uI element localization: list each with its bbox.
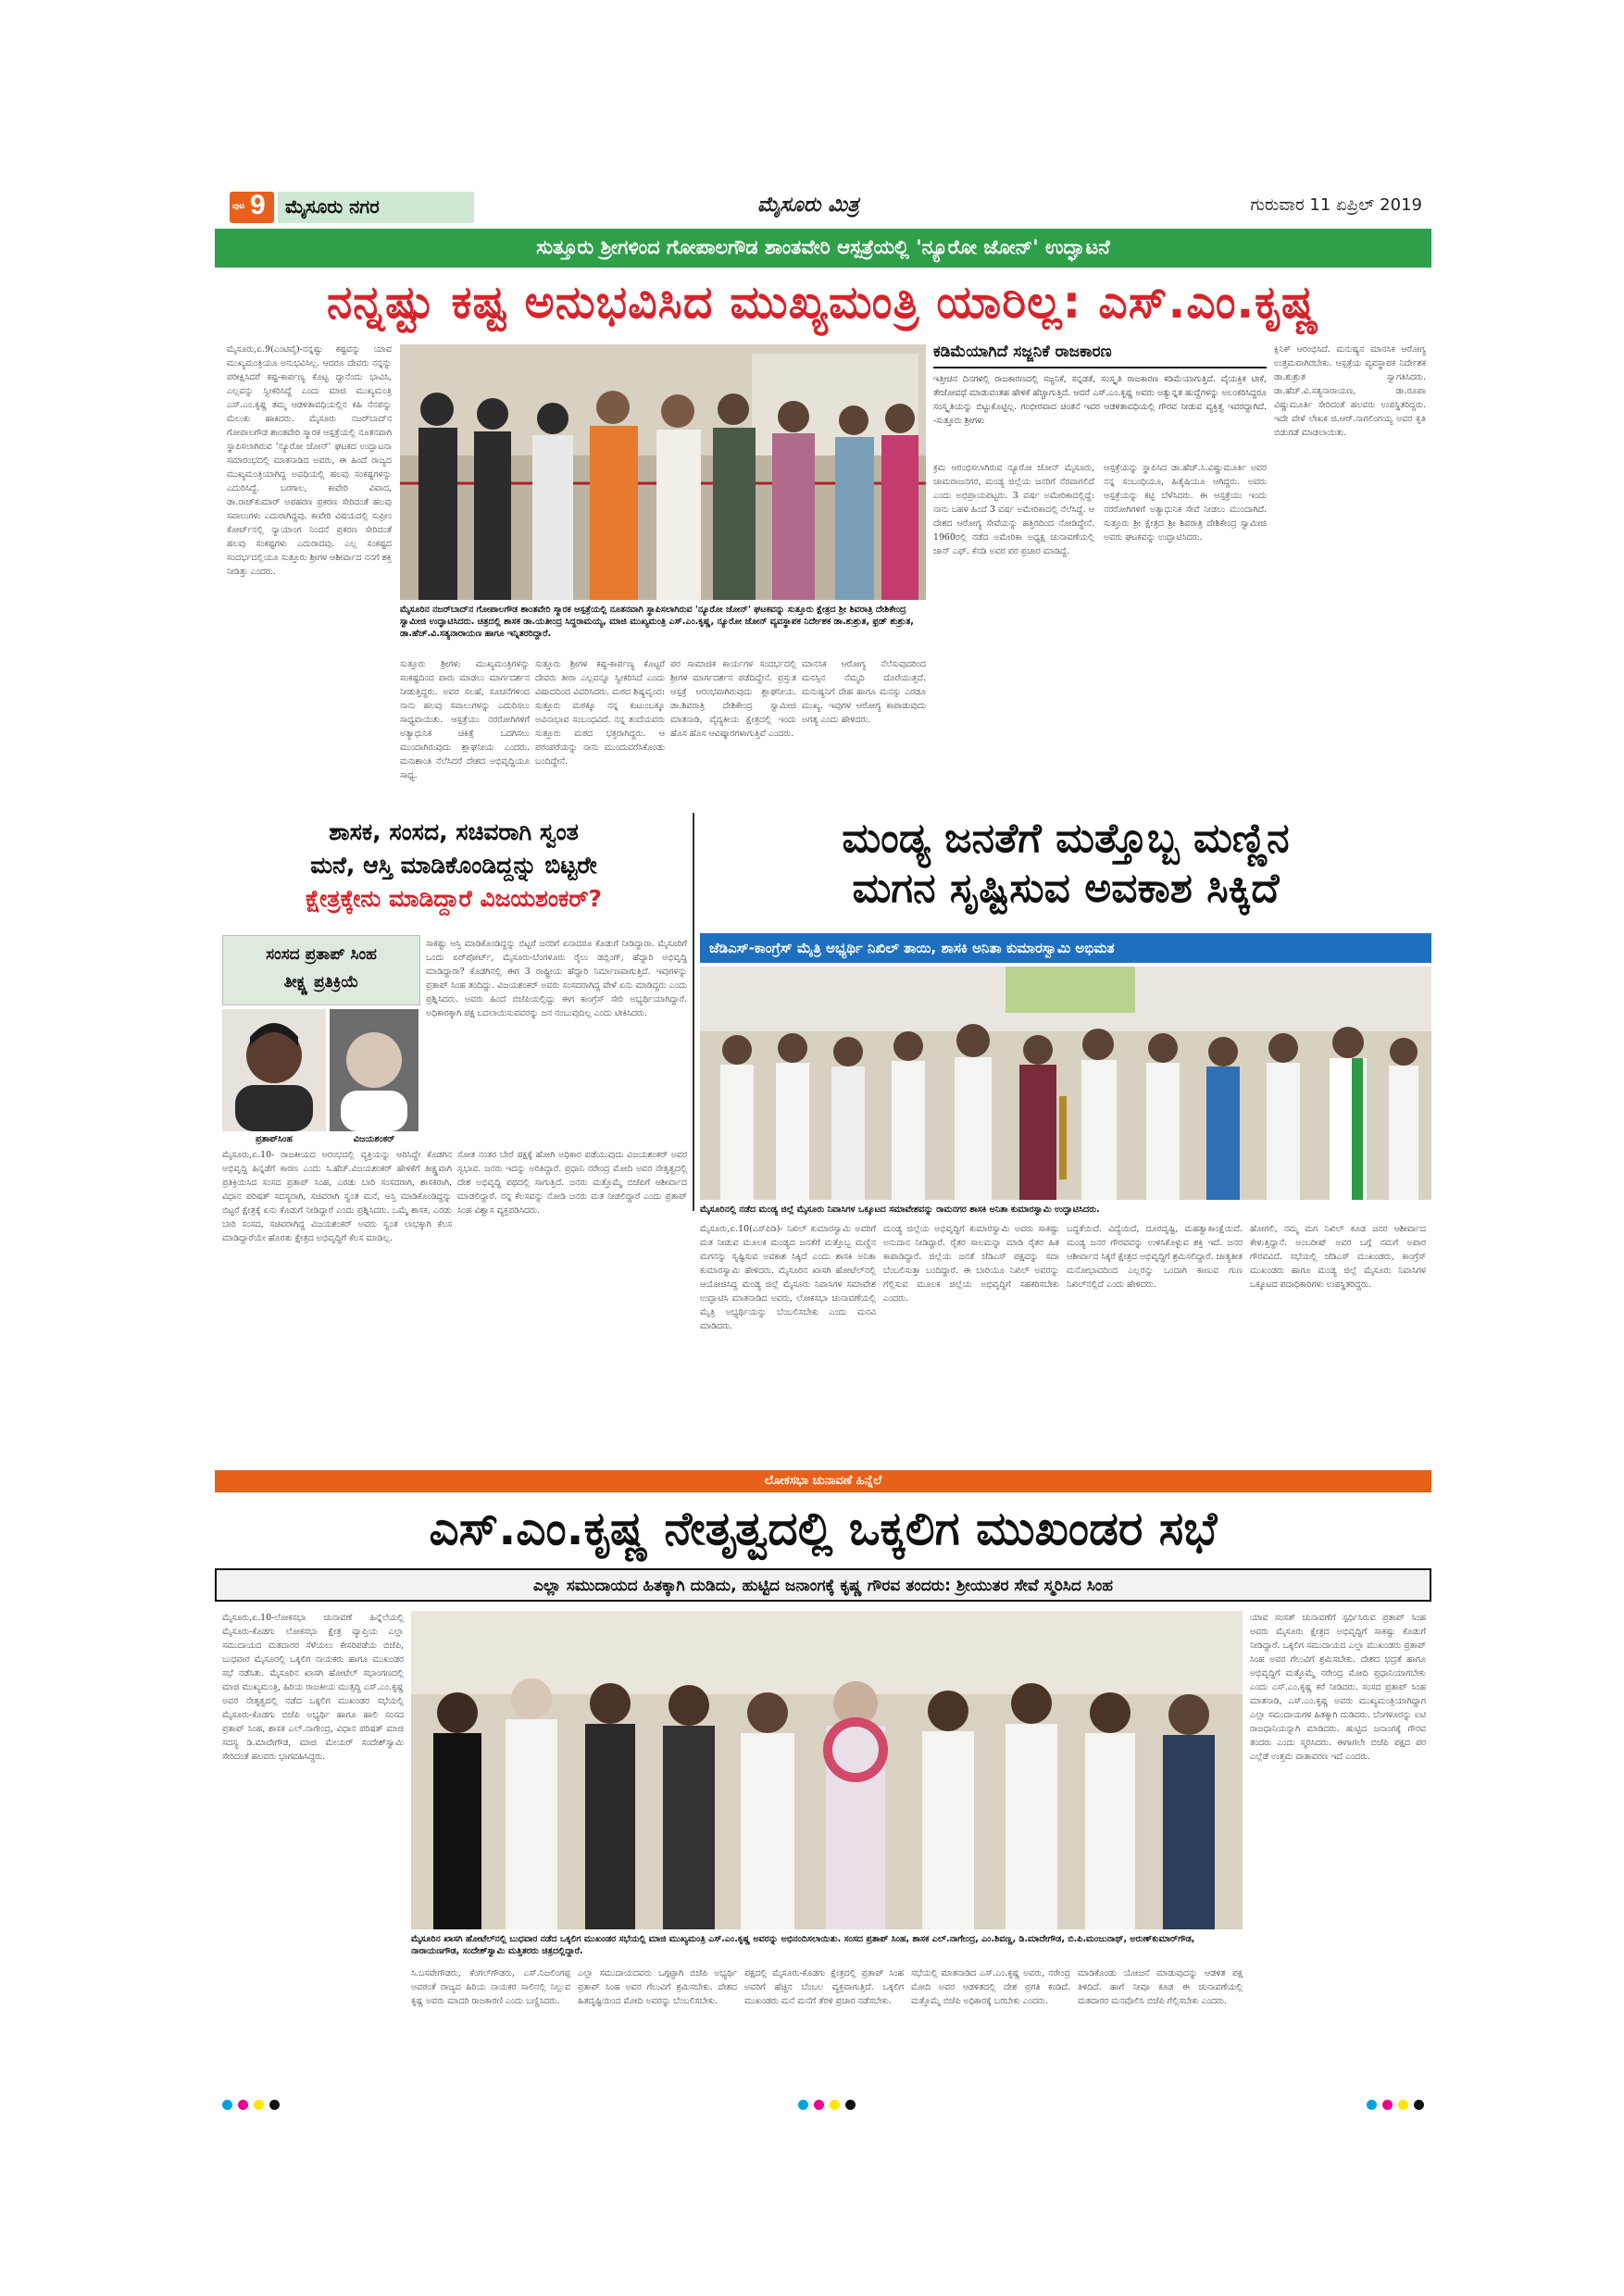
reg-dot-black <box>1414 2100 1424 2110</box>
story1-kicker-bar <box>215 229 1431 268</box>
registration-marks-right <box>1367 2100 1441 2113</box>
pratap-simha-photo <box>222 1009 326 1131</box>
story1-column-2: ಸುತ್ತೂರು ಶ್ರೀಗಳು ಮುಖ್ಯಮಂತ್ರಿಗಳನ್ನು ಸಂಕಷ್ಟದಿಂದ ಪಾರು ಮಾಡಲು ಮಾರ್ಗದರ್ಶನ ನೀಡುತ್ತಿದ್ದರು. ಅವರ ಸಲಹೆ, ಸೂಚನೆಗಳಿಂದ ನಾನು ಹಲವು ಸವಾಲುಗಳನ್ನು ಎದುರಿಸಲು ಸಾಧ್ಯವಾಯಿತು. ಆಸ್ಪತ್ರೆಯು ನರರೋಗಿಗಳಿಗೆ ಅತ್ಯಾಧುನಿಕ ಚಿಕಿತ್ಸೆ ಒದಗಿಸಲು ಮುಂದಾಗಿರುವುದು ಶ್ಲಾಘನೀಯ ಎಂದರು. ಮನಃಶಾಂತಿ ನೆಲೆಸಿದರೆ ದೇಶದ ಅಭಿವೃದ್ಧಿಯೂ ಸಾಧ್ಯ. <box>400 659 530 780</box>
story4-left-column: ಮೈಸೂರು,ಏ.10-ಲೋಕಸಭಾ ಚುನಾವಣೆ ಹಿನ್ನೆಲೆಯಲ್ಲಿ ಮೈಸೂರು-ಕೊಡಗು ಲೋಕಸಭಾ ಕ್ಷೇತ್ರ ವ್ಯಾಪ್ತಿಯ ಎಲ್ಲಾ ಸಮುದಾಯದ ಮತದಾರರ ಸೆಳೆಯಲು ಕೇಸರಿಪಡೆಯ ಬಿಜೆಪಿ, ಬುಧವಾರ ಮೈಸೂರಲ್ಲಿ ಒಕ್ಕಲಿಗ ನಾಯಕರು ಹಾಗೂ ಮುಖಂಡರ ಸಭೆ ನಡೆಸಿತು. ಮೈಸೂರಿನ ಖಾಸಗಿ ಹೋಟೆಲ್ ಸಭಾಂಗಣದಲ್ಲಿ ಮಾಜಿ ಮುಖ್ಯಮಂತ್ರಿ, ಹಿರಿಯ ರಾಜಕೀಯ ಮುತ್ಸದ್ದಿ ಎಸ್.ಎಂ.ಕೃಷ್ಣ ಅವರ ನೇತೃತ್ವದಲ್ಲಿ ನಡೆದ ಒಕ್ಕಲಿಗ ಮುಖಂಡರ ಸಭೆಯಲ್ಲಿ ಮೈಸೂರು-ಕೊಡಗು ಬಿಜೆಪಿ ಅಭ್ಯರ್ಥಿ ಹಾಗೂ ಹಾಲಿ ಸಂಸದ ಪ್ರತಾಪ್ ಸಿಂಹ, ಶಾಸಕ ಎಲ್.ನಾಗೇಂದ್ರ, ವಿಧಾನ ಪರಿಷತ್ ಮಾಜಿ ಸದಸ್ಯ ಡಿ.ಮಾದೇಗೌಡ, ಮಾಜಿ ಮೇಯರ್ ಸಂದೇಶ್‌ಸ್ವಾಮಿ ಸೇರಿದಂತೆ ಹಲವರು ಭಾಗವಹಿಸಿದ್ದರು. <box>222 1613 404 1762</box>
story4-bottom-column-1: ಸಿ.ಬಸವೇಗೌಡರು, ಕೆಂಗಲ್‌ಗೌಡರು, ಎಸ್.ನಿಜಲಿಂಗಪ್ಪ ಅವರಂತೆ ರಾಜ್ಯದ ಹಿರಿಯ ನಾಯಕರ ಸಾಲಿನಲ್ಲಿ ನಿಲ್ಲುವ ಕೃಷ್ಣ ಅವರು ಮಾದರಿ ರಾಜಕಾರಣಿ ಎಂದು ಬಣ್ಣಿಸಿದರು. <box>411 1968 570 2006</box>
story1-caption: ಮೈಸೂರಿನ ನಜರ್‌ಬಾದ್‌ನ ಗೋಪಾಲಗೌಡ ಶಾಂತವೇರಿ ಸ್ಮಾರಕ ಆಸ್ಪತ್ರೆಯಲ್ಲಿ ನೂತನವಾಗಿ ಸ್ಥಾಪಿಸಲಾಗಿರುವ 'ನ್ಯೂರೋ ಜೋನ್' ಘಟಕವನ್ನು ಸುತ್ತೂರು ಕ್ಷೇತ್ರದ ಶ್ರೀ ಶಿವರಾತ್ರಿ ದೇಶಿಕೇಂದ್ರ ಸ್ವಾಮೀಜಿ ಉದ್ಘಾಟಿಸಿದರು. ಚಿತ್ರದಲ್ಲಿ ಶಾಸಕ ಡಾ.ಯತೀಂದ್ರ ಸಿದ್ದರಾಮಯ್ಯ, ಮಾಜಿ ಮುಖ್ಯಮಂತ್ರಿ ಎಸ್.ಎಂ.ಕೃಷ್ಣ, ನ್ಯೂರೋ ಜೋನ್ ವ್ಯವಸ್ಥಾಪಕ ನಿರ್ದೇಶಕ ಡಾ.ಶುಶ್ರುತ, ಫ್ರಡ್ ಶುಶ್ರುತ, ಡಾ.ಹೆಚ್.ವಿ.ಸತ್ಯನಾರಾಯಣ ಹಾಗೂ ಇನ್ನಿತರರಿದ್ದಾರೆ. <box>400 605 914 639</box>
sidebar-column-b: ಆಸ್ಪತ್ರೆಯನ್ನು ಸ್ಥಾಪಿಸಿದ ಡಾ.ಹೆಚ್.ಸಿ.ವಿಷ್ಣುಮೂರ್ತಿ ಅವರ ನನ್ನ ಸಂಬಂಧಿಯೂ, ಹಿತೈಷಿಯೂ ಆಗಿದ್ದರು. ಅವರು ಆಸ್ಪತ್ರೆಯನ್ನು ಕಟ್ಟಿ ಬೆಳೆಸಿದರು. ಈ ಆಸ್ಪತ್ರೆಯು ಇಂದು ನರರೋಗಿಗಳಿಗೆ ಅತ್ಯಾಧುನಿಕ ಸೇವೆ ನೀಡಲು ಮುಂದಾಗಿದೆ. ಸುತ್ತೂರು ಶ್ರೀ ಕ್ಷೇತ್ರದ ಶ್ರೀ ಶಿವರಾತ್ರಿ ದೇಶಿಕೇಂದ್ರ ಸ್ವಾಮೀಜಿ ಅವರು ಘಟಕವನ್ನು ಉದ್ಘಾಟಿಸಿದರು. <box>1104 463 1267 543</box>
reg-dot-yellow <box>1398 2100 1408 2110</box>
story3-column-2: ಮಂಡ್ಯ ಜಿಲ್ಲೆಯ ಅಭಿವೃದ್ಧಿಗೆ ಕುಮಾರಸ್ವಾಮಿ ಅವರು ಸಾಕಷ್ಟು ಅನುದಾನ ನೀಡಿದ್ದಾರೆ. ರೈತರ ಸಾಲಮನ್ನಾ ಮಾಡಿ ರೈತರ ಹಿತ ಕಾಪಾಡಿದ್ದಾರೆ. ಜಿಲ್ಲೆಯ ಜನತೆ ಜೆಡಿಎಸ್ ಪಕ್ಷವನ್ನು ಸದಾ ಬೆಂಬಲಿಸುತ್ತಾ ಬಂದಿದ್ದಾರೆ. ಈ ಬಾರಿಯೂ ನಿಖಿಲ್ ಅವರನ್ನು ಗೆಲ್ಲಿಸುವ ಮೂಲಕ ಜಿಲ್ಲೆಯ ಅಭಿವೃದ್ಧಿಗೆ ಸಹಕರಿಸಬೇಕು ಎಂದರು. <box>883 1224 1059 1304</box>
story2-headline-line-3: ಕ್ಷೇತ್ರಕ್ಕೇನು ಮಾಡಿದ್ದಾರೆ ವಿಜಯಶಂಕರ್? <box>305 885 603 912</box>
story4-bottom-column-4: ಸಭೆಯಲ್ಲಿ ಮಾತನಾಡಿದ ಎಸ್.ಎಂ.ಕೃಷ್ಣ ಅವರು, ನರೇಂದ್ರ ಮೋದಿ ಅವರ ಆಡಳಿತದಲ್ಲಿ ದೇಶ ಪ್ರಗತಿ ಕಂಡಿದೆ. ಮತ್ತೊಮ್ಮೆ ಬಿಜೆಪಿ ಅಧಿಕಾರಕ್ಕೆ ಬರಬೇಕು ಎಂದರು. <box>911 1968 1070 2006</box>
reg-dot-black <box>269 2100 280 2110</box>
page-number-badge <box>230 192 274 223</box>
story1-column-5: ಮಾನಸಿಕ ಆರೋಗ್ಯ ನೆಲೆಸುವುದರಿಂದ ಮನಸ್ಸಿನ ನೆಮ್ಮದಿ ದೊರೆಯುತ್ತದೆ. ಮನುಷ್ಯನಿಗೆ ದೇಹ ಹಾಗೂ ಮನಸ್ಸು ಎರಡೂ ಮುಖ್ಯ. ಇವುಗಳ ಆರೋಗ್ಯ ಕಾಪಾಡುವುದು ಅಗತ್ಯ ಎಂದು ಹೇಳಿದರು. <box>802 659 926 725</box>
story4-photo <box>411 1611 1243 1929</box>
story1-column-4: ಪರ ಸಾಮಾಜಿಕ ಕಾರ್ಯಗಳ ಸಂದರ್ಭದಲ್ಲಿ ಶ್ರೀಗಳ ಮಾರ್ಗದರ್ಶನ ಪಡೆದಿದ್ದೇನೆ. ಪ್ರಸ್ತುತ ಆಸ್ಪತ್ರೆ ಆರಂಭವಾಗಿರುವುದು ಶ್ಲಾಘನೀಯ. ಡಾ.ಶಿವರಾತ್ರಿ ದೇಶಿಕೇಂದ್ರ ಸ್ವಾಮೀಜಿ ಮಾತನಾಡಿ, ವೈದ್ಯಕೀಯ ಕ್ಷೇತ್ರದಲ್ಲಿ ಇಂದು ಹೊಸ ಹೊಸ ಆವಿಷ್ಕಾರಗಳಾಗುತ್ತಿವೆ ಎಂದರು. <box>670 659 796 739</box>
sidebar-column-a: ಕ್ರಮ ಆರಂಭಿಸಲಾಗಿರುವ ನ್ಯೂರೋ ಜೋನ್ ಮೈಸೂರು, ಚಾಮರಾಜನಗರ, ಮಂಡ್ಯ ಜಿಲ್ಲೆಯ ಜನರಿಗೆ ನೆರವಾಗಲಿದೆ ಎಂದು ಅಭಿಪ್ರಾಯಪಟ್ಟರು. 3 ವರ್ಷ ಅಮೇರಿಕಾದಲ್ಲಿದ್ದೆ: ನಾನು ಬಹಳ ಹಿಂದೆ 3 ವರ್ಷ ಅಮೇರಿಕಾದಲ್ಲಿ ನೆಲೆಸಿದ್ದೆ. ಆ ದೇಶದ ಆರೋಗ್ಯ ಸೇವೆಯನ್ನು ಹತ್ತಿರದಿಂದ ನೋಡಿದ್ದೇನೆ. 1960ರಲ್ಲಿ ನಡೆದ ಅಮೇರಿಕಾ ಅಧ್ಯಕ್ಷ ಚುನಾವಣೆಯಲ್ಲಿ ಜಾನ್ ಎಫ್. ಕೆನಡಿ ಅವರ ಪರ ಪ್ರಚಾರ ಮಾಡಿದ್ದೆ. <box>933 463 1094 556</box>
story3-column-3: ಬದ್ಧತೆಯಿದೆ. ವಿದ್ಯೆಯಿದೆ, ದೂರದೃಷ್ಟಿ, ಮಹತ್ವಾಕಾಂಕ್ಷೆಯಿದೆ. ಮಂಡ್ಯ ಜನರ ಗೌರವವನ್ನು ಉಳಿಸಿಕೊಳ್ಳುವ ಶಕ್ತಿ ಇದೆ. ಜನರ ಆಶೀರ್ವಾದ ಸಿಕ್ಕರೆ ಕ್ಷೇತ್ರದ ಅಭಿವೃದ್ಧಿಗೆ ಶ್ರಮಿಸಲಿದ್ದಾರೆ. ಜಾತ್ಯತೀತ ಮನೋಭಾವದಿಂದ ಎಲ್ಲರನ್ನು ಒಂದಾಗಿ ಕಾಣುವ ಗುಣ ನಿಖಿಲ್‌ನಲ್ಲಿದೆ ಎಂದು ಹೇಳಿದರು. <box>1067 1224 1243 1290</box>
story4-tag-bar <box>215 1470 1431 1492</box>
story4-strap-box <box>215 1568 1431 1602</box>
story2-subhead-line-1: ಸಂಸದ ಪ್ರತಾಪ್ ಸಿಂಹ <box>266 945 377 964</box>
story1-photo <box>400 344 926 600</box>
story1-kicker: ಸುತ್ತೂರು ಶ್ರೀಗಳಿಂದ ಗೋಪಾಲಗೌಡ ಶಾಂತವೇರಿ ಆಸ್ಪತ್ರೆಯಲ್ಲಿ 'ನ್ಯೂರೋ ಜೋನ್' ಉದ್ಘಾಟನೆ <box>536 236 1110 258</box>
story4-strap: ಎಲ್ಲಾ ಸಮುದಾಯದ ಹಿತಕ್ಕಾಗಿ ದುಡಿದು, ಹುಟ್ಟಿದ ಜನಾಂಗಕ್ಕೆ ಕೃಷ್ಣ ಗೌರವ ತಂದರು: ಶ್ರೀಯುತರ ಸೇವೆ ಸ್ಮರಿಸಿದ ಸಿಂಹ <box>532 1577 1114 1595</box>
page-number: 9 <box>250 190 266 220</box>
story4-headline: ಎಸ್.ಎಂ.ಕೃಷ್ಣ ನೇತೃತ್ವದಲ್ಲಿ ಒಕ್ಕಲಿಗ ಮುಖಂಡರ ಸಭೆ <box>429 1502 1218 1555</box>
section-name: ಮೈಸೂರು ನಗರ <box>278 192 474 223</box>
reg-dot-yellow <box>254 2100 264 2110</box>
reg-dot-cyan <box>798 2100 808 2110</box>
story2-divider <box>693 813 694 1211</box>
sidebar-intro: ಇತ್ತೀಚಿನ ದಿನಗಳಲ್ಲಿ ರಾಜಕಾರಣದಲ್ಲಿ ಸಜ್ಜನಿಕೆ, ಸನ್ನಡತೆ, ಸಂಸ್ಕೃತಿ ರಾಜಕಾರಣ ಕಡಿಮೆಯಾಗುತ್ತಿದೆ. ವೈಯಕ್ತಿಕ ಟೀಕೆ, ತೇಜೋವಧೆ ಮಾಡುವಂತಹ ಹೇಳಿಕೆ ಹೆಚ್ಚಾಗುತ್ತಿದೆ. ಆದರೆ ಎಸ್.ಎಂ.ಕೃಷ್ಣ ಅವರು ಅತ್ಯುನ್ನತ ಹುದ್ದೆಗಳನ್ನು ಅಲಂಕರಿಸಿದ್ದರೂ ಸಂಸ್ಕೃತಿಯನ್ನು ಬಿಟ್ಟುಕೊಟ್ಟಿಲ್ಲ. ಗಂಭೀರವಾದ ಚಿಂತನೆ ಇವರ ಆಡಳಿತಾವಧಿಯಲ್ಲಿ ಗೌರವ ನೀಡುವ ವ್ಯಕ್ತಿತ್ವ ಇವರದ್ದಾಗಿದೆ. -ಸುತ್ತೂರು ಶ್ರೀಗಳು <box>933 374 1267 426</box>
masthead: ಮೈಸೂರು ಮಿತ್ರ <box>757 193 859 217</box>
pratap-simha-photo-label: ಪ್ರತಾಪ್‌ಸಿಂಹ <box>256 1134 293 1144</box>
story2-subhead-box <box>222 935 420 1005</box>
story3-strap: ಜೆಡಿಎಸ್-ಕಾಂಗ್ರೆಸ್ ಮೈತ್ರಿ ಅಭ್ಯರ್ಥಿ ನಿಖಿಲ್ ತಾಯಿ, ಶಾಸಕಿ ಅನಿತಾ ಕುಮಾರಸ್ವಾಮಿ ಅಭಿಮತ <box>709 940 1115 956</box>
vijayashankar-photo-label: ವಿಜಯಶಂಕರ್ <box>353 1134 395 1144</box>
vijayashankar-photo <box>330 1009 418 1131</box>
story4-right-column: ಯಾವ ಸಂಸತ್ ಚುನಾವಣೆಗೆ ಸ್ಪರ್ಧಿಸಿರುವ ಪ್ರತಾಪ್ ಸಿಂಹ ಅವರು ಮೈಸೂರು ಕ್ಷೇತ್ರದ ಅಭಿವೃದ್ಧಿಗೆ ಸಾಕಷ್ಟು ಕೊಡುಗೆ ನೀಡಿದ್ದಾರೆ. ಒಕ್ಕಲಿಗ ಸಮುದಾಯದ ಎಲ್ಲಾ ಮುಖಂಡರು ಪ್ರತಾಪ್ ಸಿಂಹ ಅವರ ಗೆಲುವಿಗೆ ಶ್ರಮಿಸಬೇಕು. ದೇಶದ ಭದ್ರತೆ ಹಾಗೂ ಅಭಿವೃದ್ಧಿಗೆ ಮತ್ತೊಮ್ಮೆ ನರೇಂದ್ರ ಮೋದಿ ಪ್ರಧಾನಿಯಾಗಬೇಕು ಎಂದು ಎಸ್.ಎಂ.ಕೃಷ್ಣ ಕರೆ ನೀಡಿದರು. ಸಂಸದ ಪ್ರತಾಪ್ ಸಿಂಹ ಮಾತನಾಡಿ, ಎಸ್.ಎಂ.ಕೃಷ್ಣ ಅವರು ಮುಖ್ಯಮಂತ್ರಿಯಾಗಿದ್ದಾಗ ಎಲ್ಲಾ ಸಮುದಾಯಗಳ ಹಿತಕ್ಕಾಗಿ ದುಡಿದರು. ಬೆಂಗಳೂರನ್ನು ಐಟಿ ರಾಜಧಾನಿಯನ್ನಾಗಿ ಮಾಡಿದರು. ಹುಟ್ಟಿದ ಜನಾಂಗಕ್ಕೆ ಗೌರವ ತಂದರು ಎಂದು ಸ್ಮರಿಸಿದರು. ಈಗಾಗಲೇ ಬಿಜೆಪಿ ಪಕ್ಷದ ಪರ ಎಲ್ಲೆಡೆ ಉತ್ತಮ ವಾತಾವರಣ ಇದೆ ಎಂದರು. <box>1250 1613 1426 1762</box>
story3-strap-bar <box>700 933 1431 963</box>
story3-headline-line-2: ಮಗನ ಸೃಷ್ಟಿಸುವ ಅವಕಾಶ ಸಿಕ್ಕಿದೆ <box>852 865 1280 912</box>
page-label: ಪುಟ <box>232 202 245 211</box>
reg-dot-magenta <box>814 2100 824 2110</box>
story2-headline-line-1: ಶಾಸಕ, ಸಂಸದ, ಸಚಿವರಾಗಿ ಸ್ವಂತ <box>329 818 579 845</box>
story3-column-1: ಮೈಸೂರು,ಏ.10(ಎಸ್‌ಪಿಡಿ)- ನಿಖಿಲ್ ಕುಮಾರಸ್ವಾಮಿ ಅವರಿಗೆ ಮತ ನೀಡುವ ಮೂಲಕ ಮಂಡ್ಯದ ಜನತೆಗೆ ಮತ್ತೊಬ್ಬ ಮಣ್ಣಿನ ಮಗನನ್ನು ಸೃಷ್ಟಿಸುವ ಅವಕಾಶ ಸಿಕ್ಕಿದೆ ಎಂದು ಶಾಸಕಿ ಅನಿತಾ ಕುಮಾರಸ್ವಾಮಿ ಹೇಳಿದರು. ಮೈಸೂರಿನ ಖಾಸಗಿ ಹೋಟೆಲ್‌ನಲ್ಲಿ ಆಯೋಜಿಸಿದ್ದ ಮಂಡ್ಯ ಜಿಲ್ಲೆ ಮೈಸೂರು ನಿವಾಸಿಗಳ ಸಮಾವೇಶ ಉದ್ಘಾಟಿಸಿ ಮಾತನಾಡಿದ ಅವರು, ಲೋಕಸಭಾ ಚುನಾವಣೆಯಲ್ಲಿ ಮೈತ್ರಿ ಅಭ್ಯರ್ಥಿಯನ್ನು ಬೆಂಬಲಿಸಬೇಕು ಎಂದು ಮನವಿ ಮಾಡಿದರು. <box>700 1224 876 1331</box>
reg-dot-magenta <box>238 2100 248 2110</box>
issue-date: ಗುರುವಾರ 11 ಏಪ್ರಿಲ್ 2019 <box>1250 195 1422 215</box>
story3-column-4: ಹೋಗಲಿ, ನಮ್ಮ ಮಗ ನಿಖಿಲ್ ಕೂಡ ಜನರ ಆಶೀರ್ವಾದ ಕೇಳುತ್ತಿದ್ದಾನೆ. ಅಂಬರೀಷ್ ಅವರ ಬಗ್ಗೆ ನಮಗೆ ಅಪಾರ ಗೌರವವಿದೆ. ಸಭೆಯಲ್ಲಿ ಜೆಡಿಎಸ್ ಮುಖಂಡರು, ಕಾಂಗ್ರೆಸ್ ಮುಖಂಡರು ಹಾಗೂ ಮಂಡ್ಯ ಜಿಲ್ಲೆ ಮೈಸೂರು ನಿವಾಸಿಗಳ ಒಕ್ಕೂಟದ ಪದಾಧಿಕಾರಿಗಳು ಉಪಸ್ಥಿತರಿದ್ದರು. <box>1250 1224 1426 1290</box>
reg-dot-magenta <box>1382 2100 1393 2110</box>
reg-dot-cyan <box>1367 2100 1377 2110</box>
sidebar-title: ಕಡಿಮೆಯಾಗಿದೆ ಸಜ್ಜನಿಕೆ ರಾಜಕಾರಣ <box>933 343 1267 368</box>
story1-column-3: ಸುತ್ತೂರು ಶ್ರೀಗಳ ಕಷ್ಟ-ಕಾರ್ಪಣ್ಯ ಕೊಟ್ಟರೆ ದೇವರು ತೀರಾ ಎಲ್ಲವನ್ನೂ ಸ್ವೀಕರಿಸಿದೆ ಎಂದು ವಿಷಾದದಿಂದ ವಿವರಿಸಿದರು. ಮಠದ ಶಿಷ್ಯವೃಂದ: ಸುತ್ತೂರು ಮಠಕ್ಕೂ ನನ್ನ ಕುಟುಂಬಕ್ಕೂ ಅವಿನಾಭಾವ ಸಂಬಂಧವಿದೆ. ನನ್ನ ತಂದೆಯವರು ಸುತ್ತೂರು ಮಠದ ಭಕ್ತರಾಗಿದ್ದರು. ಆ ಪರಂಪರೆಯನ್ನು ನಾನು ಮುಂದುವರೆಸಿಕೊಂಡು ಬಂದಿದ್ದೇನೆ. <box>535 659 665 767</box>
story3-caption: ಮೈಸೂರಿನಲ್ಲಿ ನಡೆದ ಮಂಡ್ಯ ಜಿಲ್ಲೆ ಮೈಸೂರು ನಿವಾಸಿಗಳ ಒಕ್ಕೂಟದ ಸಮಾವೇಶವನ್ನು ರಾಮನಗರ ಶಾಸಕಿ ಅನಿತಾ ಕುಮಾರಸ್ವಾಮಿ ಉದ್ಘಾಟಿಸಿದರು. <box>700 1204 1100 1215</box>
registration-marks-left <box>222 2100 296 2113</box>
story2-body-right: ಸೋತ ನಂತರ ಬೇರೆ ಪಕ್ಷಕ್ಕೆ ಹೋಗಿ ಅಧಿಕಾರ ಪಡೆಯುವುದು ವಿಜಯಶಂಕರ್ ಅವರ ಸ್ವಭಾವ. ಜನರು ಇದನ್ನು ಅರಿತಿದ್ದಾರೆ. ಪ್ರಧಾನಿ ನರೇಂದ್ರ ಮೋದಿ ಅವರ ನೇತೃತ್ವದಲ್ಲಿ ದೇಶ ಅಭಿವೃದ್ಧಿ ಪಥದಲ್ಲಿ ಸಾಗುತ್ತಿದೆ. ಜನರು ಮತ್ತೊಮ್ಮೆ ಬಿಜೆಪಿಗೆ ಆಶೀರ್ವಾದ ಮಾಡಲಿದ್ದಾರೆ. ನನ್ನ ಕೆಲಸವನ್ನು ನೋಡಿ ಜನರು ಮತ ನೀಡಲಿದ್ದಾರೆ ಎಂದು ಪ್ರತಾಪ್ ಸಿಂಹ ವಿಶ್ವಾಸ ವ್ಯಕ್ತಪಡಿಸಿದರು. <box>457 1150 687 1216</box>
story2-body-left: ಮೈಸೂರು,ಏ.10- ರಾಜಕೀಯದ ಆರಂಭದಲ್ಲಿ ವ್ಯಕ್ತಿಯನ್ನು ಆರಿಸಿದ್ದೇ ಕೊಡಗಿನ ಅಭಿವೃದ್ಧಿ ಹಿನ್ನಡೆಗೆ ಕಾರಣ ಎಂದು ಸಿ.ಹೆಚ್.ವಿಜಯಶಂಕರ್ ಹೇಳಿಕೆಗೆ ತೀಕ್ಷ್ಣವಾಗಿ ಪ್ರತಿಕ್ರಿಯಿಸಿದ ಸಂಸದ ಪ್ರತಾಪ್ ಸಿಂಹ, ಎರಡು ಬಾರಿ ಸಂಸದರಾಗಿ, ಶಾಸಕರಾಗಿ, ವಿಧಾನ ಪರಿಷತ್ ಸದಸ್ಯರಾಗಿ, ಸಚಿವರಾಗಿ ಸ್ವಂತ ಮನೆ, ಆಸ್ತಿ ಮಾಡಿಕೊಂಡಿದ್ದನ್ನು ಬಿಟ್ಟರೆ ಕ್ಷೇತ್ರಕ್ಕೆ ಏನು ಕೊಡುಗೆ ನೀಡಿದ್ದಾರೆ ಎಂದು ಪ್ರಶ್ನಿಸಿದರು. ಒಮ್ಮೆ ಶಾಸಕ, ಎರಡು ಬಾರಿ ಸಂಸದ, ಸಚಿವರಾಗಿದ್ದ ವಿಜಯಶಂಕರ್ ಅವರು ಸ್ವಂತ ಲಾಭಕ್ಕಾಗಿ ಕೆಲಸ ಮಾಡಿದ್ದಾರೆಯೇ ಹೊರತು ಕ್ಷೇತ್ರದ ಅಭಿವೃದ್ಧಿಗೆ ಕೆಲಸ ಮಾಡಿಲ್ಲ. <box>222 1150 452 1243</box>
story1-column-1: ಮೈಸೂರು,ಏ.9(ಎಂಟಿವೈ)-ನನ್ನಷ್ಟು ಕಷ್ಟವನ್ನು ಯಾವ ಮುಖ್ಯಮಂತ್ರಿಯೂ ಅನುಭವಿಸಿಲ್ಲ. ಆದರೂ ದೇವರು ನನ್ನನ್ನು ಪರೀಕ್ಷಿಸಿದರೆ ಕಷ್ಟ-ಕಾರ್ಪಣ್ಯ ಕೊಟ್ಟ ದ್ದಾನೆಂದು ಭಾವಿಸಿ, ಎಲ್ಲವನ್ನು ಸ್ವೀಕರಿಸಿದ್ದೆ ಎಂದು ಮಾಜಿ ಮುಖ್ಯಮಂತ್ರಿ ಎಸ್.ಎಂ.ಕೃಷ್ಣ ತಮ್ಮ ಆಡಳಿತಾವಧಿಯಲ್ಲಿನ ಕಹಿ ನೆನಪನ್ನು ಮೆಲುಕು ಹಾಕಿದರು. ಮೈಸೂರು ನಜರ್‌ಬಾದ್‌ನ ಗೋಪಾಲಗೌಡ ಶಾಂತವೇರಿ ಸ್ಮಾರಕ ಆಸ್ಪತ್ರೆಯಲ್ಲಿ ನೂತನವಾಗಿ ಸ್ಥಾಪಿಸಲಾಗಿರುವ 'ನ್ಯೂರೋ ಜೋನ್' ಘಟಕದ ಉದ್ಘಾಟನಾ ಸಮಾರಂಭದಲ್ಲಿ ಮಾತನಾಡಿದ ಅವರು, ಈ ಹಿಂದೆ ರಾಜ್ಯದ ಮುಖ್ಯಮಂತ್ರಿಯಾಗಿದ್ದ ಅವಧಿಯಲ್ಲಿ ಹಲವು ಸಂಕಷ್ಟಗಳನ್ನು ಎದುರಿಸಿದ್ದೆ. ಬರಗಾಲ, ಕಾವೇರಿ ವಿವಾದ, ಡಾ.ರಾಜ್‌ಕುಮಾರ್ ಅಪಹರಣ ಪ್ರಕರಣ ಸೇರಿದಂತೆ ಹಲವು ಸವಾಲುಗಳು ಎದುರಾಗಿದ್ದವು. ಕಾವೇರಿ ವಿಷಯದಲ್ಲಿ ಸುಪ್ರೀಂ ಕೋರ್ಟ್‌ನಲ್ಲಿ ನ್ಯಾಯಾಂಗ ನಿಂದನೆ ಪ್ರಕರಣ ಸೇರಿದಂತೆ ಹಲವು ಸಂಕಷ್ಟಗಳು ಎದುರಾದವು. ಎಲ್ಲ ಸಂಕಷ್ಟದ ಸಂದರ್ಭದಲ್ಲಿಯೂ ಸುತ್ತೂರು ಶ್ರೀಗಳ ಆಶೀರ್ವಾದ ನನಗೆ ಶಕ್ತಿ ನೀಡಿತ್ತು ಎಂದರು. <box>227 344 392 577</box>
story4-tag: ಲೋಕಸಭಾ ಚುನಾವಣೆ ಹಿನ್ನೆಲೆ <box>764 1474 882 1488</box>
story1-headline: ನನ್ನಷ್ಟು ಕಷ್ಟ ಅನುಭವಿಸಿದ ಮುಖ್ಯಮಂತ್ರಿ ಯಾರಿಲ್ಲ: ಎಸ್.ಎಂ.ಕೃಷ್ಣ <box>326 276 1320 329</box>
lamp-lighting-photo <box>700 967 1431 1200</box>
story4-bottom-column-3: ಪಕ್ಷದಲ್ಲಿ ಮೈಸೂರು-ಕೊಡಗು ಕ್ಷೇತ್ರದಲ್ಲಿ ಪ್ರತಾಪ್ ಸಿಂಹ ಅವರಿಗೆ ಹೆಚ್ಚಿನ ಬೆಂಬಲ ವ್ಯಕ್ತವಾಗುತ್ತಿದೆ. ಒಕ್ಕಲಿಗ ಮುಖಂಡರು ಮನೆ ಮನೆಗೆ ತೆರಳಿ ಪ್ರಚಾರ ನಡೆಸಬೇಕು. <box>744 1968 904 2006</box>
story4-caption: ಮೈಸೂರಿನ ಖಾಸಗಿ ಹೋಟೆಲ್‌ನಲ್ಲಿ ಬುಧವಾರ ನಡೆದ ಒಕ್ಕಲಿಗ ಮುಖಂಡರ ಸಭೆಯಲ್ಲಿ ಮಾಜಿ ಮುಖ್ಯಮಂತ್ರಿ ಎಸ್.ಎಂ.ಕೃಷ್ಣ ಅವರನ್ನು ಅಭಿನಂದಿಸಲಾಯಿತು. ಸಂಸದ ಪ್ರತಾಪ್ ಸಿಂಹ, ಶಾಸಕ ಎಲ್.ನಾಗೇಂದ್ರ, ಎಂ.ಶಿವಣ್ಣ, ಡಿ.ಮಾದೇಗೌಡ, ಬಿ.ಪಿ.ಮಂಜುನಾಥ್, ಅರುಣ್‌ಕುಮಾರ್‌ಗೌಡ, ನಾರಾಯಣಗೌಡ, ಸಂದೇಶ್‌ಸ್ವಾಮಿ ಮತ್ತಿತರರು ಚಿತ್ರದಲ್ಲಿದ್ದಾರೆ. <box>411 1934 1195 1956</box>
story2-subhead-line-2: ತೀಕ್ಷ್ಣ ಪ್ರತಿಕ್ರಿಯೆ <box>283 973 359 992</box>
story3-headline-line-1: ಮಂಡ್ಯ ಜನತೆಗೆ ಮತ್ತೊಬ್ಬ ಮಣ್ಣಿನ <box>842 815 1290 862</box>
reg-dot-cyan <box>222 2100 232 2110</box>
story2-body-top: ಸಾಕಷ್ಟು ಆಸ್ತಿ ಮಾಡಿಕೊಂಡಿದ್ದನ್ನು ಬಿಟ್ಟರೆ ಜನರಿಗೆ ಏನಾದರೂ ಕೊಡುಗೆ ನೀಡಿದ್ದಾರಾ. ಮೈಸೂರಿಗೆ ಒಂದು ಏರ್‌ಪೋರ್ಟ್, ಮೈಸೂರು-ಬೆಂಗಳೂರು ರೈಲು ಡಬ್ಲಿಂಗ್, ಹೆದ್ದಾರಿ ಅಭಿವೃದ್ಧಿ ಮಾಡಿದ್ದಾರಾ? ಕೊಡಗಿನಲ್ಲಿ ಈಗ 3 ರಾಷ್ಟ್ರೀಯ ಹೆದ್ದಾರಿ ನಿರ್ಮಾಣವಾಗುತ್ತಿದೆ. ಇವುಗಳನ್ನು ಪ್ರತಾಪ್ ಸಿಂಹ ತಂದಿದ್ದು. ವಿಜಯಶಂಕರ್ ಅವರು ಸಂಸದರಾಗಿದ್ದ ವೇಳೆ ಏನು ಮಾಡಿದ್ದರು ಎಂದು ಪ್ರಶ್ನಿಸಿದರು. ಅವರು ಹಿಂದೆ ಬಿಜೆಪಿಯಲ್ಲಿದ್ದು ಈಗ ಕಾಂಗ್ರೆಸ್ ಸೇರಿ ಅಭ್ಯರ್ಥಿಯಾಗಿದ್ದಾರೆ. ಅಧಿಕಾರಕ್ಕಾಗಿ ಪಕ್ಷ ಬದಲಾಯಿಸುವವರನ್ನು ಜನ ನಂಬುವುದಿಲ್ಲ ಎಂದು ಟೀಕಿಸಿದರು. <box>426 939 687 1018</box>
story4-bottom-column-5: ಮಾಡಿಕೊಂಡು ಯೋಜನೆ ಮಾಡುವುದನ್ನು ಆಡಳಿತ ಪಕ್ಷ ತಿಳಿದಿದೆ. ಹಾಗೆ ನೀವೂ ಕೂಡ ಈ ಚುನಾವಣೆಯಲ್ಲಿ ಮತದಾರರ ಮನವೊಲಿಸಿ ಬಿಜೆಪಿ ಗೆಲ್ಲಿಸಬೇಕು ಎಂದರು. <box>1078 1968 1243 2006</box>
reg-dot-black <box>845 2100 856 2110</box>
registration-marks-center <box>798 2100 872 2113</box>
reg-dot-yellow <box>830 2100 840 2110</box>
sidebar-box <box>933 343 1267 805</box>
story4-bottom-column-2: ಎಲ್ಲಾ ಸಮುದಾಯದವರು ಒಗ್ಗಟ್ಟಾಗಿ ಬಿಜೆಪಿ ಅಭ್ಯರ್ಥಿ ಪ್ರತಾಪ್ ಸಿಂಹ ಅವರ ಗೆಲುವಿಗೆ ಶ್ರಮಿಸಬೇಕು. ದೇಶದ ಹಿತದೃಷ್ಟಿಯಿಂದ ಮೋದಿ ಅವರನ್ನು ಬೆಂಬಲಿಸಬೇಕು. <box>578 1968 737 2006</box>
story3-photo <box>700 967 1431 1200</box>
sidebar-column-c: ಕ್ಲಿನಿಕ್ ಆರಂಭಿಸಿದೆ. ಮನುಷ್ಯನ ಮಾನಸಿಕ ಆರೋಗ್ಯ ಉತ್ತಮವಾಗಿರಬೇಕು. ಆಸ್ಪತ್ರೆಯ ವ್ಯವಸ್ಥಾಪಕ ನಿರ್ದೇಶಕ ಡಾ.ಶುಶ್ರುತ ಸ್ವಾಗತಿಸಿದರು. ಡಾ.ಹೆಚ್.ವಿ.ಸತ್ಯನಾರಾಯಣ, ಡಾ.ರೂಪಾ ವಿಷ್ಣುಮೂರ್ತಿ ಸೇರಿದಂತೆ ಹಲವರು ಉಪಸ್ಥಿತರಿದ್ದರು. ಇದೇ ವೇಳೆ ಲೇಖಕ ಜಿ.ಆರ್.ನಾಗಲಿಂಗಯ್ಯ ಅವರ ಕೃತಿ ಬಿಡುಗಡೆ ಮಾಡಲಾಯಿತು. <box>1274 344 1426 438</box>
felicitation-photo <box>411 1611 1243 1929</box>
story2-headline-line-2: ಮನೆ, ಆಸ್ತಿ ಮಾಡಿಕೊಂಡಿದ್ದನ್ನು ಬಿಟ್ಟರೇ <box>310 852 597 879</box>
page-header <box>215 188 1431 225</box>
ribbon-cutting-photo <box>400 344 926 600</box>
